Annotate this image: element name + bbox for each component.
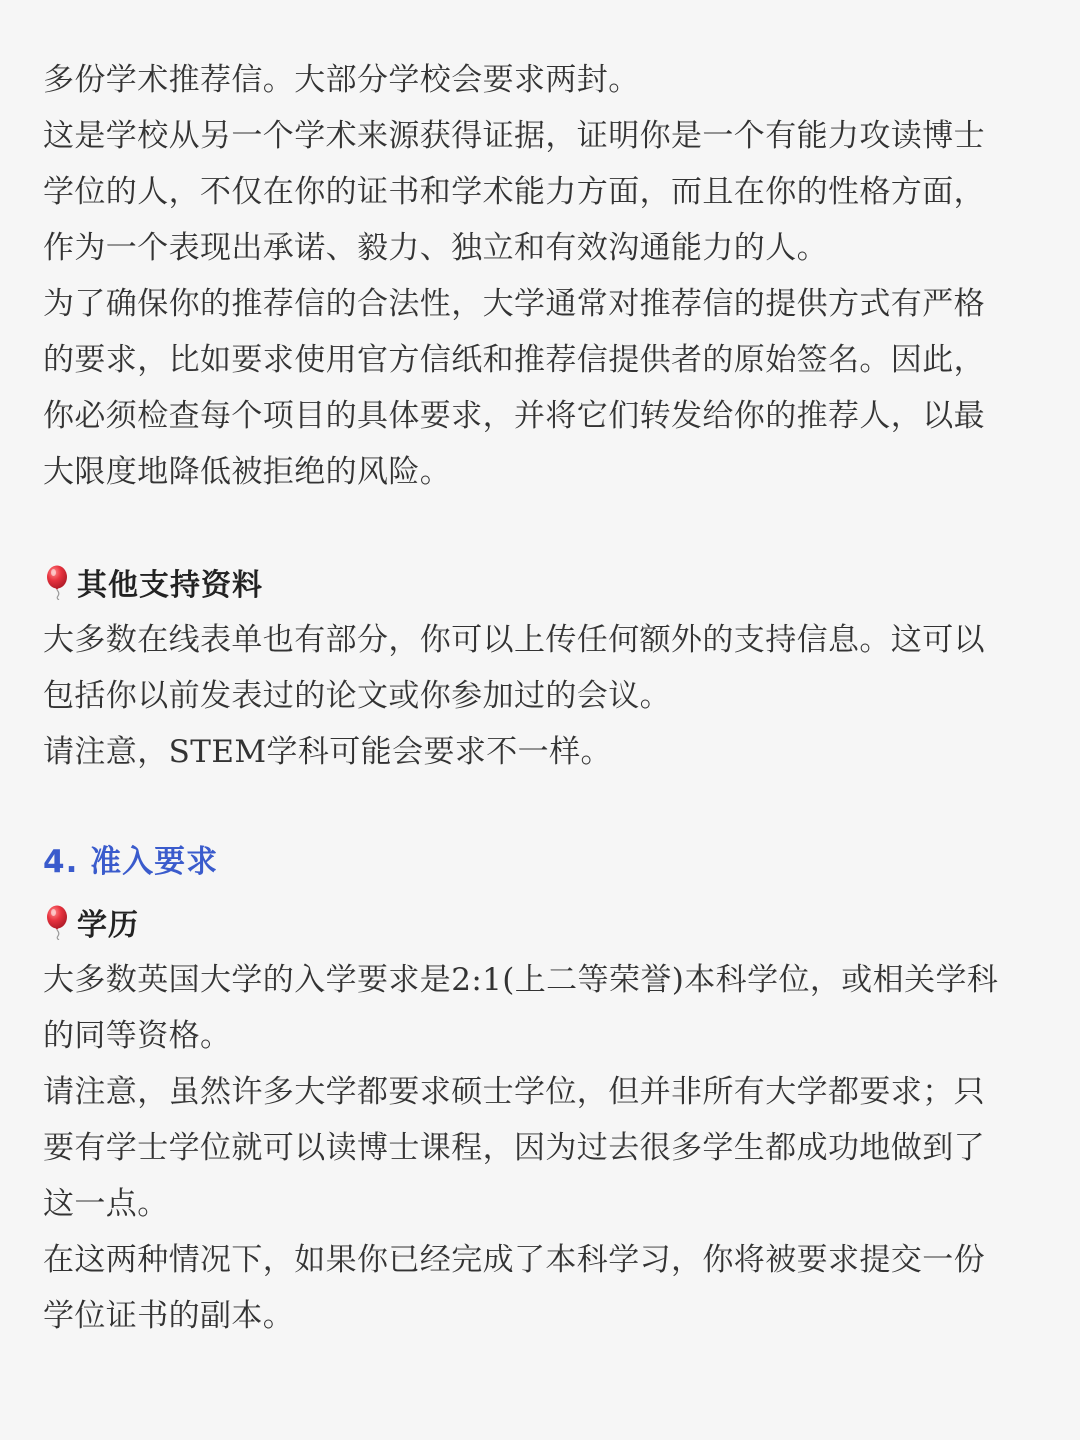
paragraph-line: 要有学士学位就可以读博士课程，因为过去很多学生都成功地做到了: [43, 1130, 985, 1166]
balloon-icon: [43, 904, 75, 940]
paragraph-line: 大多数在线表单也有部分，你可以上传任何额外的支持信息。这可以: [43, 622, 985, 658]
spacer: [43, 500, 1037, 552]
other-materials-section: [43, 552, 1037, 780]
paragraph-line: 包括你以前发表过的论文或你参加过的会议。: [43, 678, 671, 714]
entry-requirements-section: [43, 832, 1037, 1344]
spacer: [43, 780, 1037, 832]
paragraph-line: 为了确保你的推荐信的合法性，大学通常对推荐信的提供方式有严格: [43, 286, 985, 322]
paragraph-line: 大多数英国大学的入学要求是2:1(上二等荣誉)本科学位，或相关学科: [43, 962, 999, 998]
balloon-icon: [43, 564, 75, 600]
paragraph-line: 多份学术推荐信。大部分学校会要求两封。: [43, 62, 640, 98]
paragraph-line: 这一点。: [43, 1186, 169, 1222]
section-heading: 4. 准入要求: [43, 844, 219, 880]
paragraph-line: 的要求，比如要求使用官方信纸和推荐信提供者的原始签名。因此，: [43, 342, 985, 378]
subheading: [43, 892, 1037, 952]
paragraph-line: 在这两种情况下，如果你已经完成了本科学习，你将被要求提交一份: [43, 1242, 985, 1278]
paragraph-line: 这是学校从另一个学术来源获得证据，证明你是一个有能力攻读博士: [43, 118, 985, 154]
subheading-title: 其他支持资料: [77, 568, 263, 603]
paragraph-line: 学位证书的副本。: [43, 1298, 295, 1334]
paragraph-line: 作为一个表现出承诺、毅力、独立和有效沟通能力的人。: [43, 230, 828, 266]
paragraph-line: 的同等资格。: [43, 1018, 232, 1054]
recommendation-section: [43, 52, 1037, 500]
subheading: [43, 552, 1037, 612]
subheading-title: 学历: [77, 908, 139, 943]
paragraph-line: 请注意，STEM学科可能会要求不一样。: [43, 734, 612, 770]
paragraph-line: 大限度地降低被拒绝的风险。: [43, 454, 452, 490]
paragraph-line: 请注意，虽然许多大学都要求硕士学位，但并非所有大学都要求；只: [43, 1074, 985, 1110]
paragraph-line: 你必须检查每个项目的具体要求，并将它们转发给你的推荐人，以最: [43, 398, 985, 434]
paragraph-line: 学位的人，不仅在你的证书和学术能力方面，而且在你的性格方面，: [43, 174, 985, 210]
